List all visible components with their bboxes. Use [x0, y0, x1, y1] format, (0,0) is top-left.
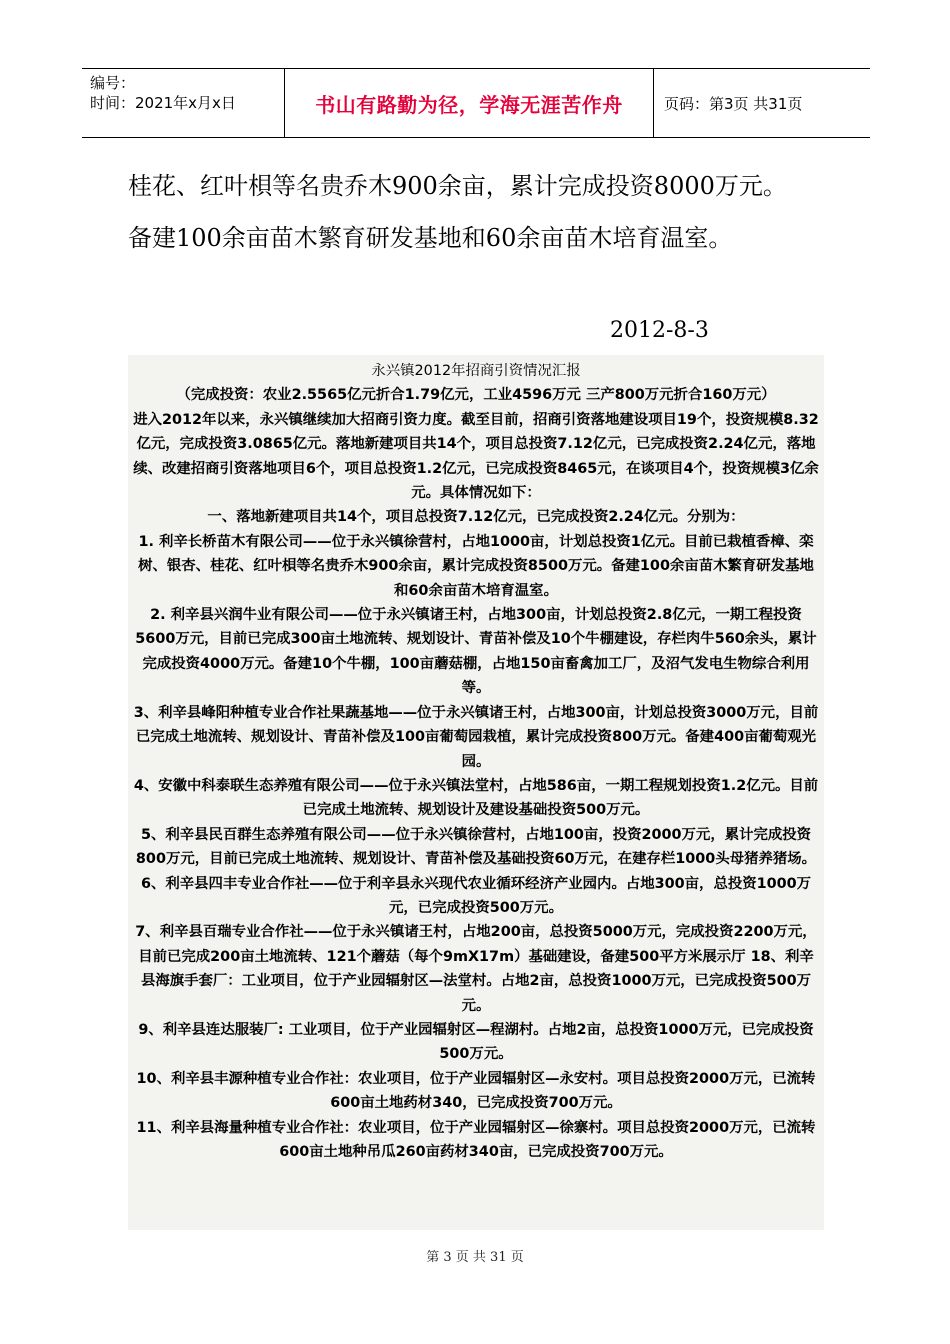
intro-paragraph — [128, 160, 868, 264]
document-time-label: 时间：2021年x月x日 — [90, 94, 236, 112]
report-item-1: 1. 利辛长桥苗木有限公司——位于永兴镇徐营村，占地1000亩，计划总投资1亿元。目前已栽植香樟、栾树、银杏、桂花、红叶梖等名贵乔木900余亩，累计完成投资8500万元。备建100余亩苗木繁育研发基地和60余亩苗木培育温室。 — [138, 533, 814, 599]
header-motto: 书山有路勤为径，学海无涯苦作舟 — [284, 69, 654, 137]
report-item-2: 2. 利辛县兴润牛业有限公司——位于永兴镇诸王村，占地300亩，计划总投资2.8亿元，一期工程投资5600万元，目前已完成300亩土地流转、规划设计、青苗补偿及10个牛棚建设，存栏肉牛560余头，累计完成投资4000万元。备建10个牛棚，100亩蘑菇棚，占地150亩畜禽加工厂，及沼气发电生物综合利用等。 — [135, 607, 817, 697]
report-item-7: 7、利辛县百瑞专业合作社——位于永兴镇诸王村，占地200亩，总投资5000万元，完成投资2200万元，目前已完成200亩土地流转、121个蘑菇（每个9mX17m）基础建设，备建500平方米展示厅 18、利辛县海旗手套厂：工业项目，位于产业园辐射区—法堂村。占地2亩，总投资1000万元，已完成投资500万元。 — [135, 924, 817, 1014]
report-item-5: 5、利辛县民百群生态养殖有限公司——位于永兴镇徐营村，占地100亩，投资2000万元，累计完成投资800万元，目前已完成土地流转、规划设计、青苗补偿及基础投资60万元，在建存栏1000头母猪养猪场。 — [135, 826, 817, 868]
header-meta — [82, 69, 284, 137]
report-item-11: 11、利辛县海量种植专业合作社：农业项目，位于产业园辐射区—徐寨村。项目总投资2000万元，已流转600亩土地种吊瓜260亩药材340亩，已完成投资700万元。 — [136, 1119, 816, 1160]
report-title: 永兴镇2012年招商引资情况汇报 — [371, 363, 581, 379]
report-item-4: 4、安徽中科泰联生态养殖有限公司——位于永兴镇法堂村，占地586亩，一期工程规划投资1.2亿元。目前已完成土地流转、规划设计及建设基础投资500万元。 — [133, 777, 819, 819]
report-item-6: 6、利辛县四丰专业合作社——位于利辛县永兴现代农业循环经济产业园内。占地300亩，总投资1000万元，已完成投资500万元。 — [140, 875, 812, 916]
document-number-label: 编号： — [90, 74, 136, 92]
report-subtitle: （完成投资：农业2.5565亿元折合1.79亿元，工业4596万元 三产800万元折合160万元） — [176, 387, 776, 404]
intro-line-1: 桂花、红叶梖等名贵乔木900余亩，累计完成投资8000万元。 — [128, 172, 787, 200]
report-item-10: 10、利辛县丰源种植专业合作社：农业项目，位于产业园辐射区—永安村。项目总投资2000万元，已流转600亩土地药材340，已完成投资700万元。 — [136, 1070, 816, 1112]
header-page-info: 页码：第3页 共31页 — [664, 94, 803, 113]
page-header — [82, 68, 870, 138]
report-summary: 进入2012年以来，永兴镇继续加大招商引资力度。截至目前，招商引资落地建设项目19个，投资规模8.32亿元，完成投资3.0865亿元。落地新建项目共14个，项目总投资7.12亿元，已完成投资2.24亿元，落地续、改建招商引资落地项目6个，项目总投资1.2亿元，已完成投资8465元，在谈项目4个，投资规模3亿余元。具体情况如下： — [133, 411, 819, 502]
report-item-9: 9、利辛县连达服装厂: 工业项目，位于产业园辐射区—程湖村。占地2亩，总投资1000万元，已完成投资500万元。 — [138, 1021, 814, 1063]
report-date: 2012-8-3 — [610, 318, 709, 343]
report-item-3: 3、利辛县峰阳种植专业合作社果蔬基地——位于永兴镇诸王村，占地300亩，计划总投资3000万元，目前已完成土地流转、规划设计、青苗补偿及100亩葡萄园栽植，累计完成投资800万元。备建400亩葡萄观光园。 — [133, 704, 819, 770]
intro-line-2: 备建100余亩苗木繁育研发基地和60余亩苗木培育温室。 — [128, 224, 733, 252]
page-footer: 第 3 页 共 31 页 — [426, 1250, 524, 1265]
report-section-heading: 一、落地新建项目共14个，项目总投资7.12亿元，已完成投资2.24亿元。分别为： — [207, 509, 745, 526]
report-box — [128, 355, 824, 1230]
